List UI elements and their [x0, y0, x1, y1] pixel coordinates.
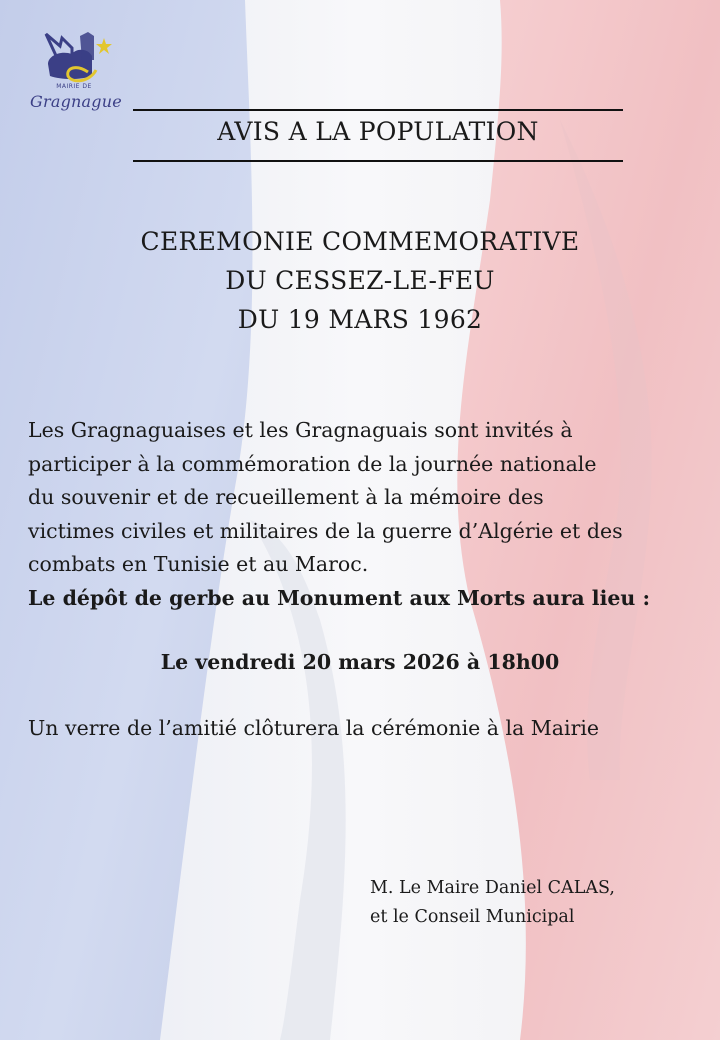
body-line: du souvenir et de recueillement à la mémoire des: [28, 485, 544, 509]
logo-town-name: Gragnague: [30, 92, 122, 111]
body-line: combats en Tunisie et au Maroc.: [28, 552, 369, 576]
signature-council: et le Conseil Municipal: [370, 907, 575, 927]
ceremony-title-line: DU CESSEZ-LE-FEU: [225, 266, 495, 295]
signature-block: [370, 874, 615, 932]
closing-line: Un verre de l’amitié clôturera la cérémonie à la Mairie: [28, 716, 600, 740]
ceremony-title-line: DU 19 MARS 1962: [237, 305, 483, 334]
logo-caption: MAIRIE DE: [56, 83, 92, 90]
notice-title: AVIS A LA POPULATION: [217, 117, 539, 146]
body-line: Les Gragnaguaises et les Gragnaguais sont invités à: [28, 418, 573, 442]
ceremony-title-line: CEREMONIE COMMEMORATIVE: [140, 227, 580, 256]
title-rule-bottom: [133, 160, 623, 162]
wreath-laying-line: Le dépôt de gerbe au Monument aux Morts aura lieu :: [28, 585, 651, 610]
event-date: Le vendredi 20 mars 2026 à 18h00: [160, 650, 560, 674]
invitation-body: [28, 414, 698, 615]
signature-mayor: M. Le Maire Daniel CALAS,: [370, 878, 615, 898]
title-rule-top: [133, 109, 623, 111]
ceremony-title: [0, 222, 720, 339]
body-line: victimes civiles et militaires de la guerre d’Algérie et des: [28, 518, 623, 543]
body-line: participer à la commémoration de la journée nationale: [28, 451, 597, 476]
